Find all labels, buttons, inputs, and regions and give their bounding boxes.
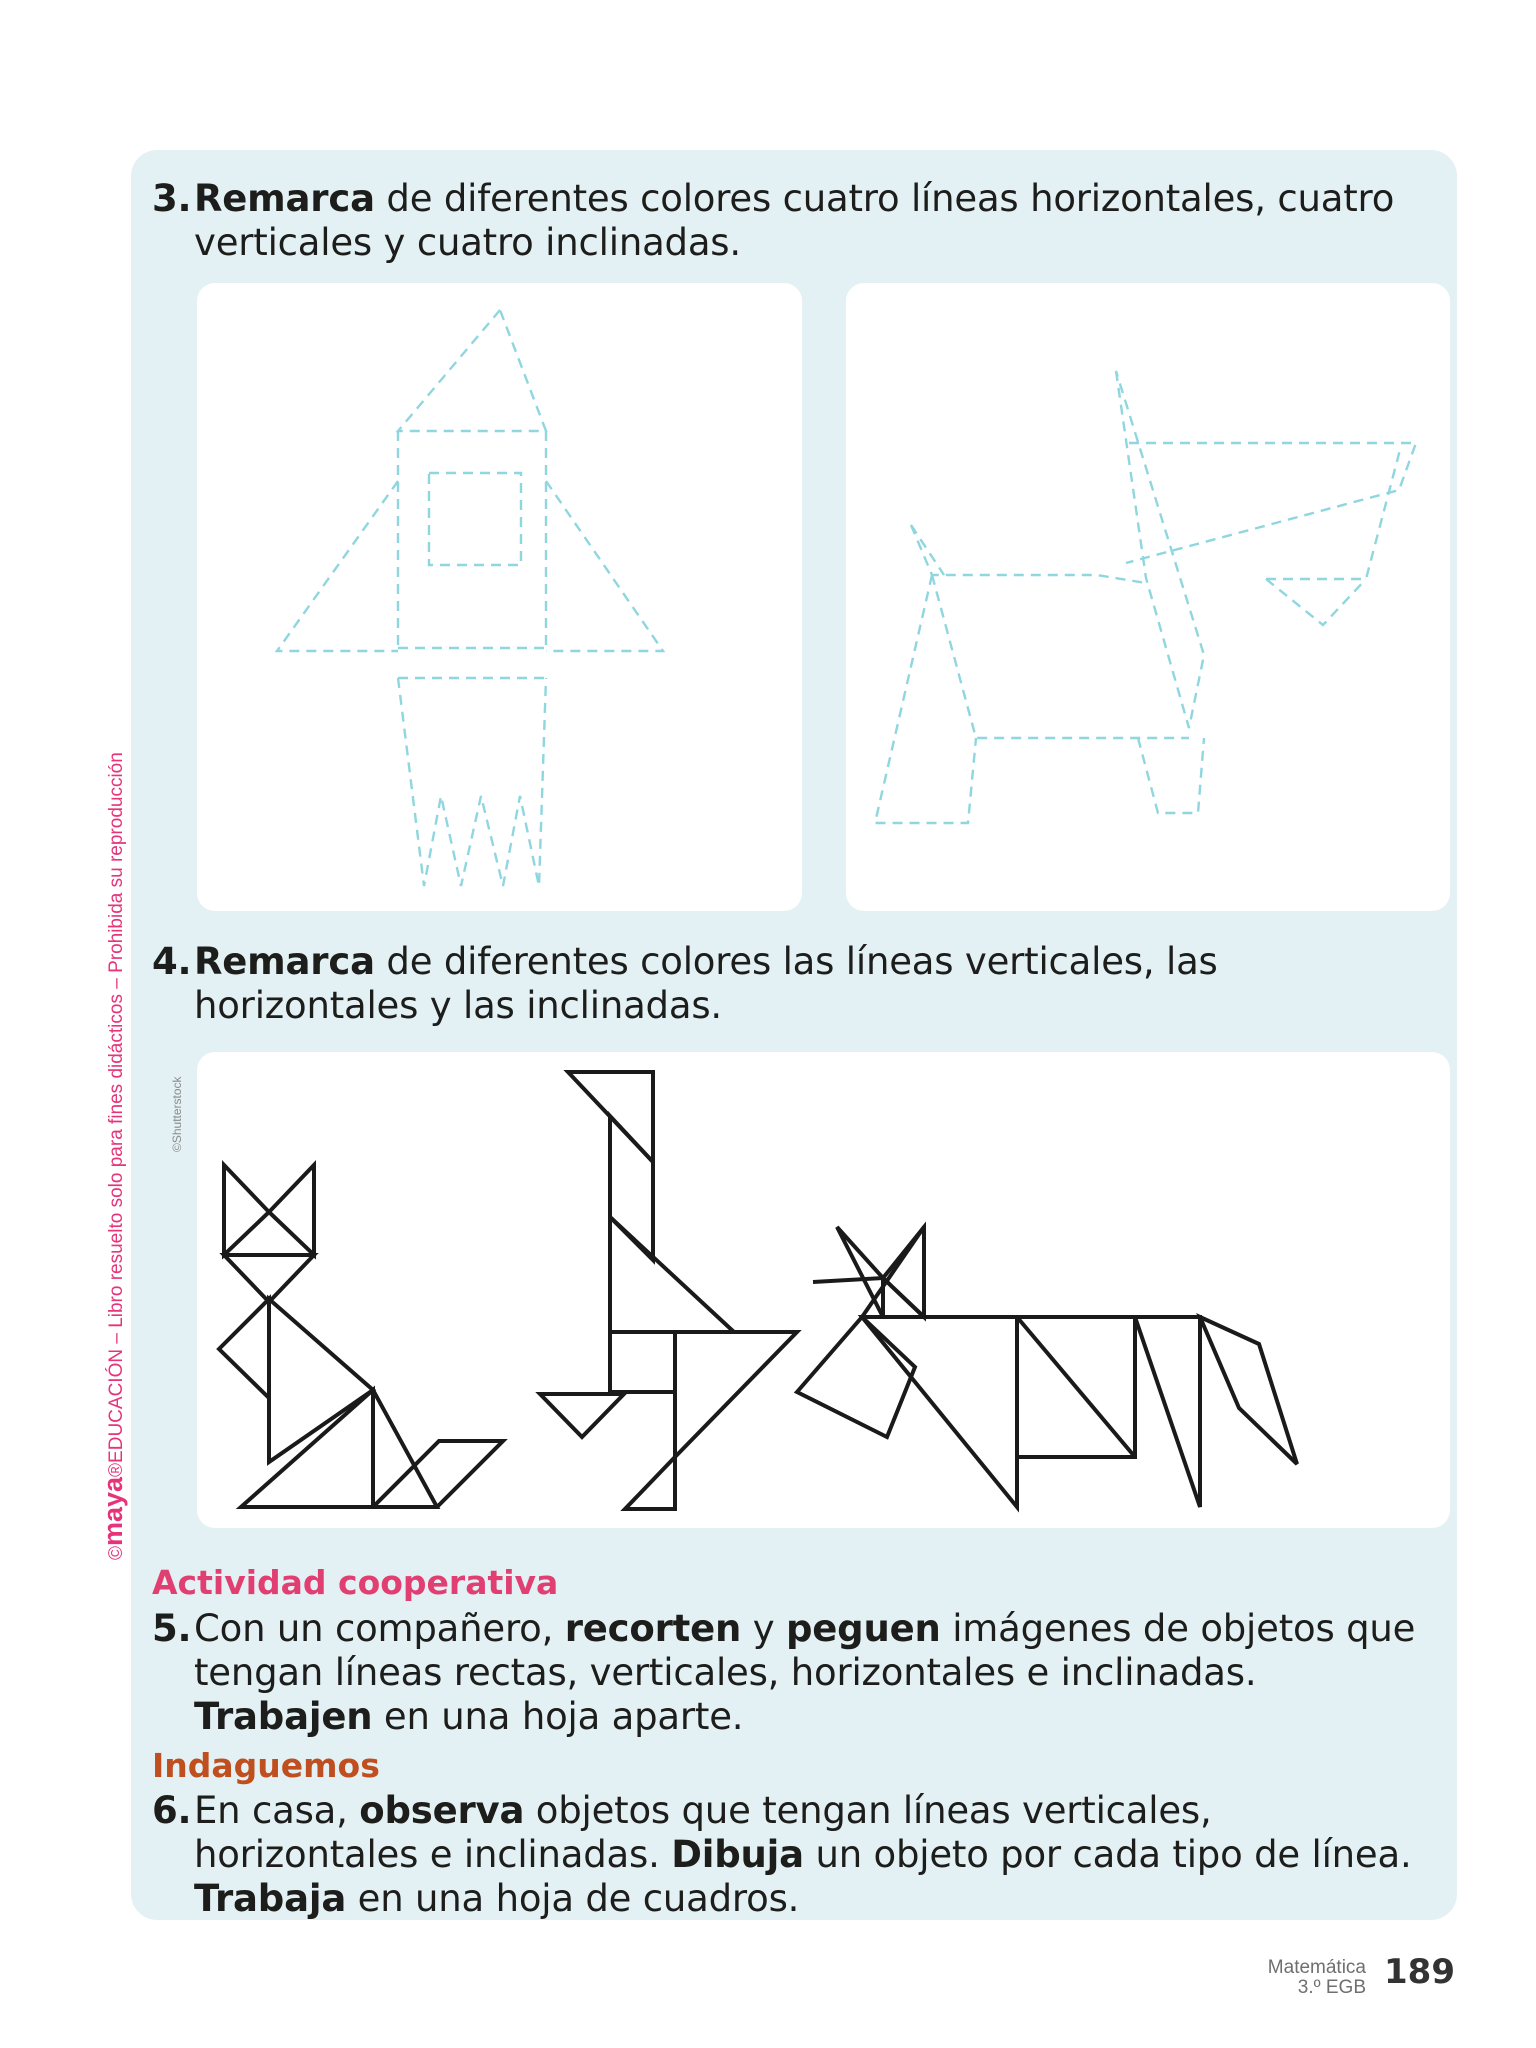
question-3-number: 3.: [152, 177, 192, 220]
cooperative-heading: Actividad cooperativa: [152, 1563, 559, 1602]
page-number: 189: [1384, 1952, 1455, 1992]
tangram-bird: [540, 1072, 797, 1509]
question-5: [152, 1607, 1442, 1739]
question-3: [152, 177, 1442, 265]
question-6-verb-1: observa: [359, 1789, 525, 1832]
question-4-text: de diferentes colores las líneas verticales, las horizontales y las inclinadas.: [194, 940, 1218, 1027]
inquiry-heading: Indaguemos: [152, 1746, 380, 1785]
question-5-text-3: imágenes de objetos que tengan líneas rectas, verticales, horizontales e inclinadas.: [194, 1607, 1416, 1694]
tangram-drawing: [197, 1052, 1450, 1528]
question-5-text-1: Con un compañero,: [194, 1607, 565, 1650]
question-5-text-4: en una hoja aparte.: [372, 1695, 744, 1738]
tangram-cat: [219, 1165, 503, 1507]
question-5-verb-3: Trabajen: [194, 1695, 373, 1738]
question-3-verb: Remarca: [194, 177, 375, 220]
question-6-number: 6.: [152, 1789, 192, 1832]
question-4: [152, 940, 1442, 1028]
question-6-text-1: En casa,: [194, 1789, 360, 1832]
side-note-text: ®EDUCACIÓN – Libro resuelto solo para fines didácticos – Prohibida su reproducción: [106, 752, 127, 1477]
question-6-verb-2: Dibuja: [671, 1833, 804, 1876]
rocket-card: [197, 283, 802, 911]
maya-logo: maya: [98, 1476, 128, 1546]
question-6-text-3: un objeto por cada tipo de línea.: [803, 1833, 1412, 1876]
footer-grade: 3.º EGB: [1297, 1977, 1366, 1998]
question-6-verb-3: Trabaja: [194, 1877, 347, 1920]
question-6-text-2: objetos que tengan líneas verticales, horizontales e inclinadas.: [194, 1789, 1212, 1876]
copyright-symbol: ©: [106, 1546, 127, 1560]
tangram-card: [197, 1052, 1450, 1528]
question-4-number: 4.: [152, 940, 192, 983]
question-3-text: de diferentes colores cuatro líneas horizontales, cuatro verticales y cuatro inclinadas.: [194, 177, 1395, 264]
question-5-number: 5.: [152, 1607, 192, 1650]
rocket-drawing: [197, 283, 802, 911]
question-5-text-2: y: [741, 1607, 786, 1650]
dog-drawing: [846, 283, 1450, 911]
footer-subject: [1268, 1958, 1366, 1998]
image-credit: ©Shutterstock: [170, 1076, 184, 1152]
question-6: [152, 1789, 1442, 1921]
tangram-dog: [797, 1227, 1297, 1507]
question-5-verb-1: recorten: [564, 1607, 742, 1650]
question-6-text-4: en una hoja de cuadros.: [346, 1877, 800, 1920]
question-5-verb-2: peguen: [786, 1607, 941, 1650]
dog-card: [846, 283, 1450, 911]
copyright-side-note: [98, 560, 129, 1560]
question-4-verb: Remarca: [194, 940, 375, 983]
footer-subject-name: Matemática: [1267, 1957, 1366, 1978]
